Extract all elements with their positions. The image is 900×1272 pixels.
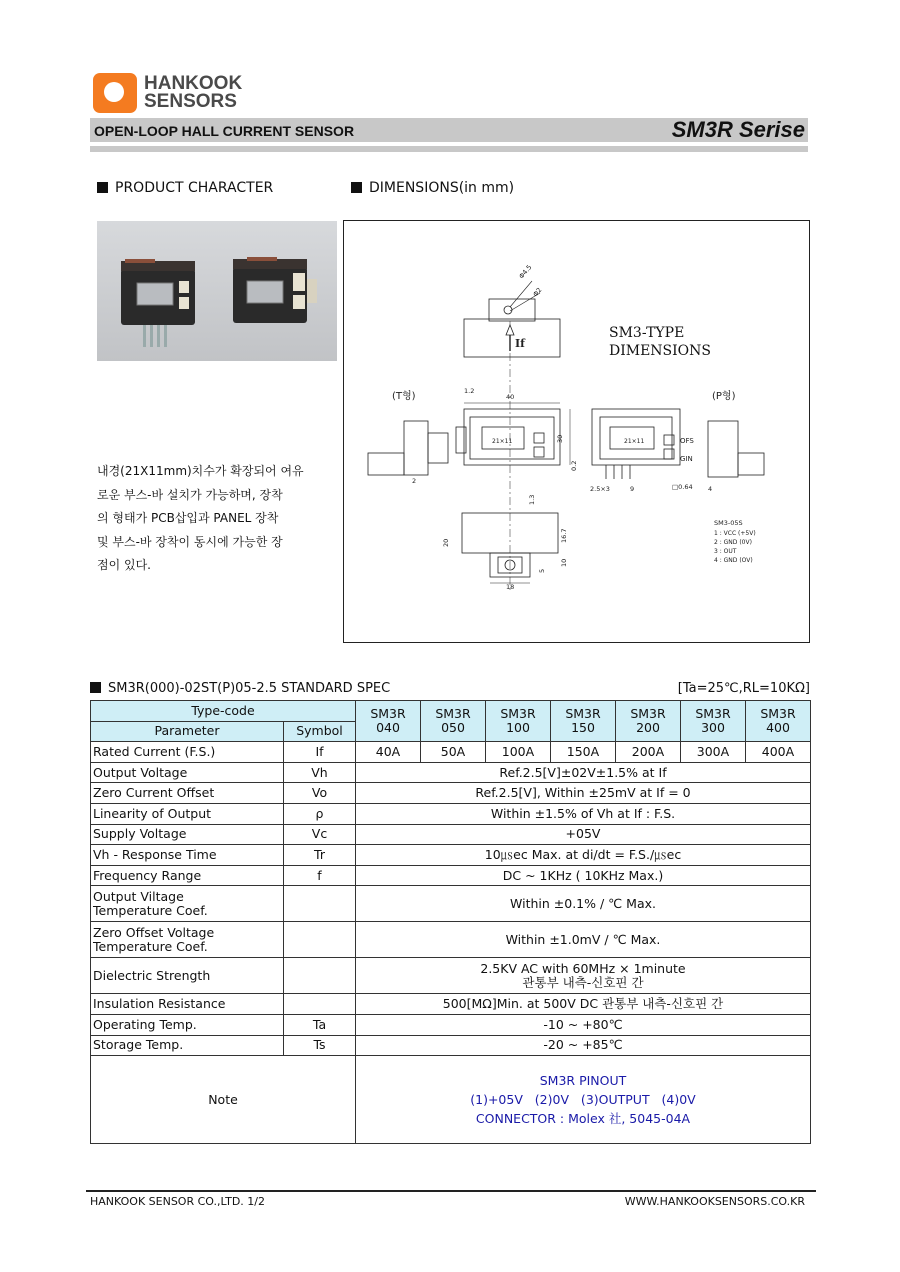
table-row [91,1035,811,1056]
dim-1-3: 1.3 [528,494,536,505]
header-underline [90,146,808,152]
param-cell: Frequency Range [91,865,284,886]
note-line: (1)+05V (2)0V (3)OUTPUT (4)0V [470,1092,696,1108]
symbol-cell: If [284,742,356,763]
value-cell: -10 ~ +80℃ [356,1014,811,1035]
footer-website: WWW.HANKOOKSENSORS.CO.KR [624,1195,805,1208]
table-row [91,824,811,845]
current-direction-label: If [515,337,525,350]
model-name: SM3R [695,706,731,722]
pin-legend-title: SM3-05S [714,519,743,527]
dim-inner-window: 21×11 [492,438,513,445]
product-photo [97,221,337,361]
symbol-cell: Tr [284,845,356,866]
value-cell: Ref.2.5[V], Within ±25mV at If = 0 [356,783,811,804]
dim-5: 5 [538,568,546,573]
symbol-header: Symbol [284,721,356,742]
model-header [551,701,616,742]
description-line: 의 형태가 PCB삽입과 PANEL 장착 [97,511,279,525]
mount-hole-icon [504,306,512,314]
value-cell: Within ±0.1% / ℃ Max. [356,886,811,922]
dim-20: 20 [442,538,450,547]
symbol-cell: f [284,865,356,886]
company-logo [93,72,253,114]
symbol-cell [284,922,356,958]
description-line: 및 부스-바 장착이 동시에 가능한 장 [97,534,283,549]
value-cell: +05V [356,824,811,845]
top-view-body [464,319,560,357]
spec-title-label: SM3R(000)-02ST(P)05-2.5 STANDARD SPEC [108,681,391,696]
spec-title [90,681,390,696]
footer-divider [86,1190,816,1192]
value-cell: Within ±1.0mV / ℃ Max. [356,922,811,958]
table-row [91,845,811,866]
dim-30: 30 [556,434,564,443]
dimensions-drawing [343,220,810,643]
model-name: SM3R [630,706,666,722]
value-cell: 400A [746,742,811,763]
drawing-title-1: SM3-TYPE [609,325,685,341]
value-cell: Within ±1.5% of Vh at If : F.S. [356,803,811,824]
param-cell [91,886,284,922]
param-cell [91,922,284,958]
value-cell [356,958,811,994]
param-cell: Vh - Response Time [91,845,284,866]
param-cell: Zero Current Offset [91,783,284,804]
param-cell: Linearity of Output [91,803,284,824]
model-code: 300 [701,720,725,736]
note-cell [356,1056,811,1144]
table-header-row [91,701,811,722]
model-header [616,701,681,742]
model-name: SM3R [500,706,536,722]
dim-9: 9 [630,485,635,493]
model-header [486,701,551,742]
dim-hole-inner: Φ2 [531,286,544,299]
note-line: CONNECTOR : Molex 社, 5045-04A [475,1111,691,1127]
symbol-cell [284,994,356,1015]
param-cell: Storage Temp. [91,1035,284,1056]
model-code: 040 [376,720,400,736]
value-cell: 150A [551,742,616,763]
logo-line-1: HANKOOK [144,73,243,94]
dim-40: 40 [506,393,515,401]
note-label: Note [91,1056,356,1144]
model-code: 150 [571,720,595,736]
table-row [91,783,811,804]
dim-hole-outer: Φ4.5 [517,263,534,281]
model-header [746,701,811,742]
symbol-cell: Ta [284,1014,356,1035]
value-cell: 40A [356,742,421,763]
model-name: SM3R [435,706,471,722]
symbol-cell [284,886,356,922]
product-subtitle: OPEN-LOOP HALL CURRENT SENSOR [94,123,355,139]
dim-4: 4 [708,485,713,493]
table-row [91,803,811,824]
model-header [681,701,746,742]
pin-legend-item: 2 : GND (0V) [714,539,752,546]
section-product [97,180,273,196]
ofs-label: OFS [680,437,694,445]
bullet-square-icon [97,182,108,193]
symbol-cell: Vo [284,783,356,804]
pin-legend-item: 4 : GND (OV) [714,557,753,564]
symbol-cell: Vh [284,762,356,783]
model-code: 100 [506,720,530,736]
symbol-cell: Ts [284,1035,356,1056]
dim-1-2: 1.2 [464,387,475,395]
param-line: Temperature Coef. [93,938,208,954]
p-type-label: (P형) [712,391,736,402]
dim-10: 10 [560,558,568,567]
value-line: 2.5KV AC with 60MHz × 1minute [480,960,686,976]
param-line: Temperature Coef. [93,902,208,918]
symbol-cell: ρ [284,803,356,824]
value-cell: 50A [421,742,486,763]
model-header [421,701,486,742]
table-row [91,994,811,1015]
table-row [91,762,811,783]
dim-pitch: 2.5×3 [590,485,610,493]
spec-table [90,700,811,1144]
param-cell: Output Voltage [91,762,284,783]
drawing-title-2: DIMENSIONS [609,343,711,359]
note-line: SM3R PINOUT [539,1073,627,1089]
value-cell: -20 ~ +85℃ [356,1035,811,1056]
dim-2: 2 [412,477,417,485]
table-row [91,886,811,922]
spec-conditions: [Ta=25℃,RL=10KΩ] [677,681,810,696]
table-row [91,958,811,994]
param-cell: Operating Temp. [91,1014,284,1035]
model-name: SM3R [370,706,406,722]
description-line: 내경(21X11mm)치수가 확장되어 여유 [97,464,304,478]
value-cell: 500[MΩ]Min. at 500V DC 관통부 내측-신호핀 간 [356,994,811,1015]
table-row [91,922,811,958]
bullet-square-icon [90,682,101,693]
value-cell: 300A [681,742,746,763]
logo-mark-icon [93,73,137,113]
section-dimensions-label: DIMENSIONS(in mm) [369,180,515,196]
product-description [97,460,337,578]
value-cell: 10㎲ec Max. at di/dt = F.S./㎲ec [356,845,811,866]
dim-pin-square: □0.64 [672,483,693,491]
model-code: 050 [441,720,465,736]
table-row [91,865,811,886]
table-row [91,742,811,763]
model-name: SM3R [565,706,601,722]
section-dimensions [351,180,514,196]
model-code: 400 [766,720,790,736]
value-cell: 200A [616,742,681,763]
model-name: SM3R [760,706,796,722]
logo-text [144,75,242,111]
symbol-cell [284,958,356,994]
symbol-cell: Vc [284,824,356,845]
dim-16-7: 16.7 [560,528,568,543]
param-cell: Rated Current (F.S.) [91,742,284,763]
value-line: 관통부 내측-신호핀 간 [522,974,644,990]
value-cell: 100A [486,742,551,763]
model-code: 200 [636,720,660,736]
param-cell: Insulation Resistance [91,994,284,1015]
t-type-label: (T형) [392,391,416,402]
value-cell: DC ~ 1KHz ( 10KHz Max.) [356,865,811,886]
series-title: SM3R Serise [671,117,805,142]
param-cell: Supply Voltage [91,824,284,845]
footer-company: HANKOOK SENSOR CO.,LTD. 1/2 [90,1195,265,1208]
table-row [91,1056,811,1144]
logo-line-2: SENSORS [144,91,237,112]
param-line: Zero Offset Voltage [93,924,215,940]
dim-0-2: 0.2 [570,460,578,471]
parameter-header: Parameter [91,721,284,742]
type-code-header: Type-code [91,701,356,722]
section-product-label: PRODUCT CHARACTER [115,180,274,196]
model-header [356,701,421,742]
table-row [91,1014,811,1035]
dim-18: 18 [506,583,515,591]
pin-legend-item: 3 : OUT [714,548,737,555]
param-cell: Dielectric Strength [91,958,284,994]
bullet-square-icon [351,182,362,193]
pin-legend-item: 1 : VCC (+5V) [714,530,756,537]
description-line: 점이 있다. [97,558,151,572]
dim-inner-window-p: 21×11 [624,438,645,445]
description-line: 로운 부스-바 설치가 가능하며, 장착 [97,487,283,502]
param-line: Output Viltage [93,888,184,904]
gin-label: GIN [680,455,693,463]
value-cell: Ref.2.5[V]±02V±1.5% at If [356,762,811,783]
